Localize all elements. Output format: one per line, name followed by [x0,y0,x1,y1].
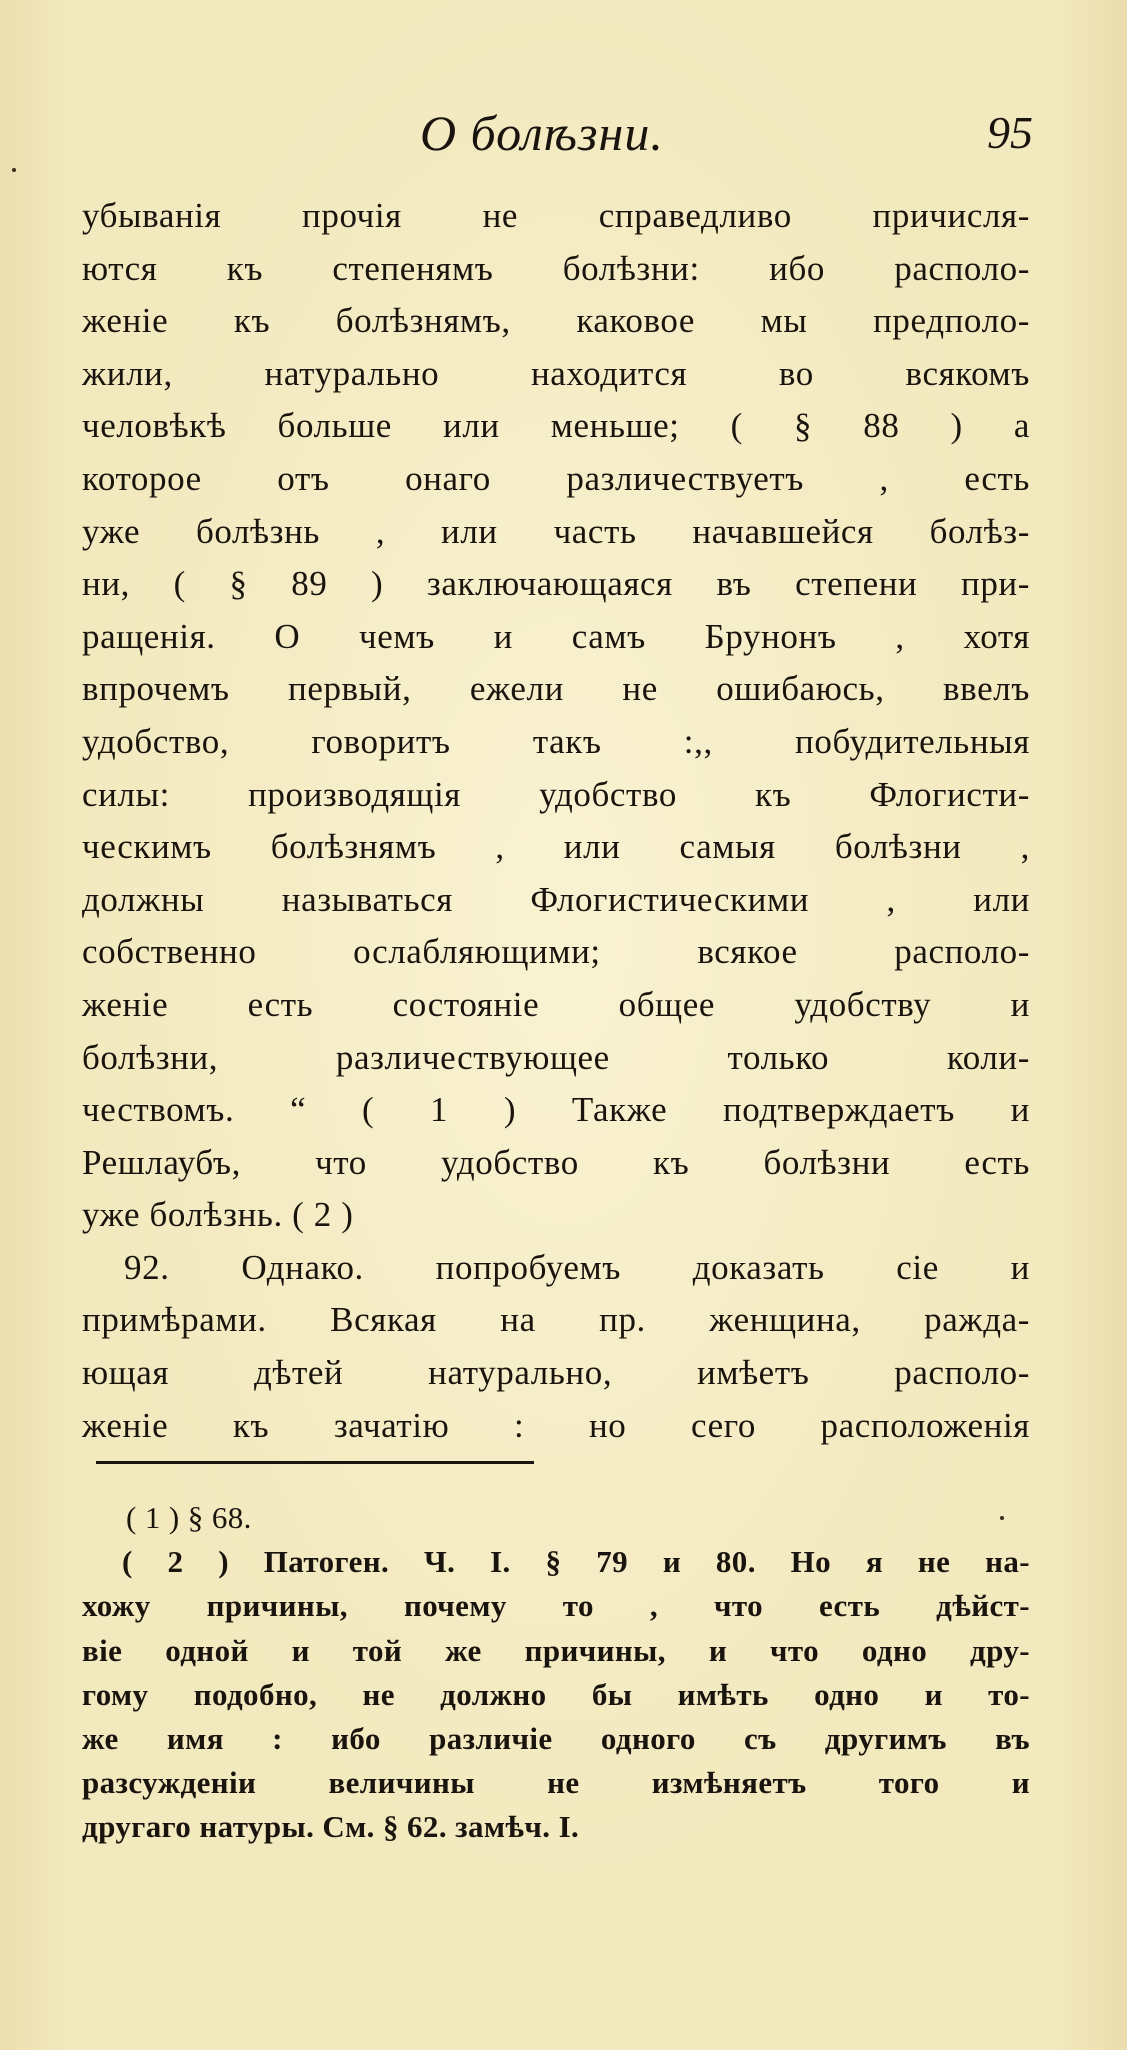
footnote-1: ( 1 ) § 68. [126,1500,252,1535]
text-line: Решлаубъ, что удобство къ болѣзни есть [82,1142,1030,1182]
footnote-2-line: гому подобно, не должно бы имѣть одно и то- [82,1676,1030,1712]
text-line: женіе къ болѣзнямъ, каковое мы предполо- [82,301,1030,341]
text-line: удобство, говоритъ такъ :,, побудительныя [82,721,1030,761]
footnote-2-line: другаго натуры. См. § 62. замѣч. I. [82,1809,580,1845]
page-header [0,100,1127,170]
footnote-2-line: хожу причины, почему то , что есть дѣйст- [82,1588,1030,1624]
page-number: 95 [987,107,1033,158]
text-line: уже болѣзнь. ( 2 ) [82,1195,354,1235]
text-line: женіе къ зачатію : но сего расположенія [82,1405,1030,1445]
text-line: ни, ( § 89 ) заключающаяся въ степени при- [82,564,1030,604]
text-line: болѣзни, различествующее только коли- [82,1037,1030,1077]
text-line: ческимъ болѣзнямъ , или самыя болѣзни , [82,827,1030,867]
ink-speck [1000,1516,1004,1520]
text-line: убыванія прочія не справедливо причисля- [82,196,1030,235]
text-line: собственно ослабляющими; всякое располо- [82,932,1030,972]
text-line: ются къ степенямъ болѣзни: ибо располо- [82,248,1030,288]
footnote-2-line: віе одной и той же причины, и что одно дру- [82,1632,1030,1668]
text-line: человѣкѣ больше или меньше; ( § 88 ) а [82,406,1030,446]
footnote-divider [96,1461,534,1464]
footnotes [82,1496,1030,1850]
ink-speck [12,168,16,172]
text-line: примѣрами. Всякая на пр. женщина, ражда- [82,1300,1030,1340]
text-line: жили, натурально находится во всякомъ [82,353,1030,393]
footnote-2-line: ( 2 ) Патоген. Ч. I. § 79 и 80. Но я не на- [122,1544,1030,1580]
text-line: ющая дѣтей натурально, имѣетъ располо- [82,1353,1030,1393]
footnote-2-line: разсужденіи величины не измѣняетъ того и [82,1765,1030,1801]
text-line: женіе есть состояніе общее удобству и [82,984,1030,1024]
running-title: О болѣзни. [420,105,664,161]
text-line: силы: производящія удобство къ Флогисти- [82,774,1030,814]
footnote-2-line: же имя : ибо различіе одного съ другимъ въ [82,1720,1030,1756]
text-line: чествомъ. “ ( 1 ) Также подтверждаетъ и [82,1090,1030,1130]
text-line: которое отъ онаго различествуетъ , есть [82,458,1030,498]
text-line: должны называться Флогистическими , или [82,879,1030,919]
text-line: впрочемъ первый, ежели не ошибаюсь, ввелъ [82,669,1030,709]
paragraph-start-line: 92. Однако. попробуемъ доказать сіе и [124,1247,1030,1287]
main-text [82,190,1030,1452]
text-line: уже болѣзнь , или часть начавшейся болѣз- [82,511,1030,551]
text-line: ращенія. О чемъ и самъ Брунонъ , хотя [82,616,1030,656]
